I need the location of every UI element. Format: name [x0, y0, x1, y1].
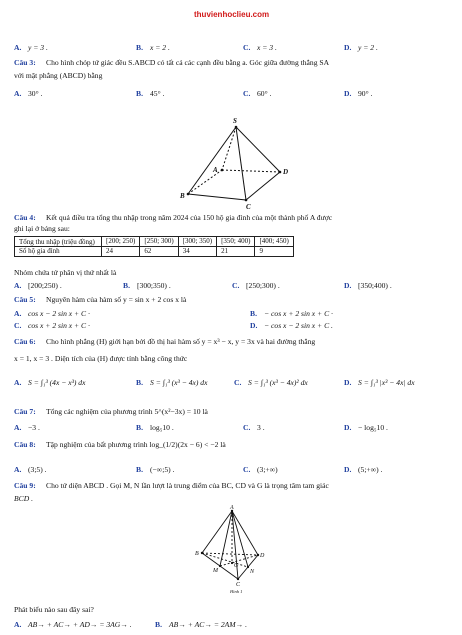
option-label: C. [243, 43, 251, 52]
table-cell: 62 [140, 247, 178, 257]
table-cell: [400; 450) [255, 237, 293, 247]
question-text: ghi lại ở bảng sau: [14, 224, 70, 233]
table-cell: Số hộ gia đình [15, 247, 102, 257]
label-b: B [195, 551, 199, 557]
option-text: [350;400) . [358, 281, 392, 290]
label-d: D [260, 553, 265, 559]
question-number: Câu 3: [14, 58, 36, 67]
option-label: A. [14, 309, 22, 318]
option-text: y = 3 . [28, 43, 48, 52]
option-label: C. [234, 378, 242, 387]
question-text: Cho hình chóp tứ giác đều S.ABCD có tất cả các cạnh đều bằng a. Góc giữa đường thẳng SA [46, 58, 330, 67]
question-number: Câu 7: [14, 407, 36, 416]
label-b: B [180, 192, 185, 200]
option-text: (5;+∞) . [358, 465, 383, 474]
option-label: A. [14, 465, 22, 474]
option-text: S = ∫₁³ (x³ − 4x) dx [150, 378, 208, 387]
option-text: S = ∫₁³ |x³ − 4x| dx [358, 378, 415, 387]
table-cell: 9 [255, 247, 293, 257]
question-number: Câu 9: [14, 481, 36, 490]
option-label: B. [136, 423, 143, 432]
pyramid-figure [168, 116, 308, 211]
table-cell: [300; 350) [178, 237, 216, 247]
option-label: D. [250, 321, 258, 330]
option-label: B. [136, 43, 143, 52]
option-label: A. [14, 378, 22, 387]
option-text: y = 2 . [358, 43, 378, 52]
label-a: A [230, 505, 234, 511]
table-cell: [250; 300) [140, 237, 178, 247]
table-cell: 34 [178, 247, 216, 257]
option-label: D. [344, 423, 352, 432]
option-text: − cos x − 2 sin x + C . [264, 321, 333, 330]
option-label: C. [243, 423, 251, 432]
table-cell: [350; 400) [217, 237, 255, 247]
option-text: AB→ + AC→ = 2AM→ . [169, 620, 248, 629]
option-label: A. [14, 620, 22, 629]
table-cell: [200; 250) [102, 237, 140, 247]
question-text: Cho tứ diện ABCD . Gọi M, N lần lượt là trung điểm của BC, CD và G là trọng tâm tam giác [46, 481, 329, 490]
option-text: log₅10 . [150, 423, 174, 432]
option-label: D. [344, 43, 352, 52]
option-text: [300;350) . [137, 281, 171, 290]
table-cell: Tổng thu nhập (triệu đồng) [15, 237, 102, 247]
question-text: Cho hình phẳng (H) giới hạn bởi đồ thị hai hàm số y = x³ − x, y = 3x và hai đường thẳng [46, 337, 316, 346]
option-text: 60° . [257, 89, 272, 98]
table-cell: 24 [102, 247, 140, 257]
option-label: A. [14, 281, 22, 290]
question-number: Câu 5: [14, 295, 36, 304]
income-table [14, 236, 294, 257]
site-header[interactable]: thuvienhoclieu.com [194, 10, 270, 19]
question-text: BCD . [14, 494, 33, 503]
label-d: D [283, 168, 289, 176]
label-a: A [213, 166, 218, 174]
option-text: [250;300) . [246, 281, 280, 290]
option-label: D. [344, 465, 352, 474]
option-label: B. [155, 620, 162, 629]
option-text: −3 . [28, 423, 40, 432]
question-number: Câu 6: [14, 337, 36, 346]
option-label: B. [136, 465, 143, 474]
option-label: C. [232, 281, 240, 290]
question-text: Tổng các nghiệm của phương trình 5^(x²−3x) = 10 là [46, 407, 208, 416]
question-text: Tập nghiệm của bất phương trình log_(1/2)(2x − 6) < −2 là [46, 440, 226, 449]
option-text: − cos x + 2 sin x + C · [264, 309, 333, 318]
option-text: S = ∫₁³ (4x − x³) dx [28, 378, 86, 387]
figure-caption: Hình 1 [230, 589, 243, 594]
label-g: G [234, 563, 239, 569]
question-text: x = 1, x = 3 . Diện tích của (H) được tính bằng công thức [14, 354, 188, 363]
table-row [15, 247, 294, 257]
option-label: A. [14, 43, 22, 52]
option-text: [200;250) . [28, 281, 62, 290]
option-label: A. [14, 423, 22, 432]
question-prompt: Nhóm chứa tứ phân vị thứ nhất là [14, 268, 117, 277]
label-m: M [213, 568, 218, 574]
option-label: B. [250, 309, 257, 318]
question-prompt: Phát biểu nào sau đây sai? [14, 605, 94, 614]
option-text: cos x − 2 sin x + C · [28, 309, 90, 318]
option-text: S = ∫₁³ (x³ − 4x)² dx [248, 378, 308, 387]
option-label: B. [123, 281, 130, 290]
question-text: Nguyên hàm của hàm số y = sin x + 2 cos x là [46, 295, 187, 304]
option-text: − log₅10 . [358, 423, 388, 432]
table-cell: 21 [217, 247, 255, 257]
tetrahedron-figure [190, 503, 280, 595]
option-text: 45° . [150, 89, 165, 98]
option-text: x = 2 . [150, 43, 170, 52]
option-text: (3;5) . [28, 465, 47, 474]
label-s: S [233, 117, 237, 125]
label-c: C [246, 203, 251, 211]
option-label: C. [14, 321, 22, 330]
question-number: Câu 8: [14, 440, 36, 449]
table-row [15, 237, 294, 247]
option-label: C. [243, 89, 251, 98]
option-text: x = 3 . [257, 43, 277, 52]
option-text: 90° . [358, 89, 373, 98]
option-text: 30° . [28, 89, 43, 98]
option-label: D. [344, 89, 352, 98]
option-label: B. [136, 89, 143, 98]
question-text: Kết quả điều tra tổng thu nhập trong năm 2024 của 150 hộ gia đình của một thành phố A được [46, 213, 333, 222]
option-text: (−∞;5) . [150, 465, 175, 474]
question-text: với mặt phẳng (ABCD) bằng [14, 71, 103, 80]
option-text: 3 . [257, 423, 265, 432]
option-label: D. [344, 378, 352, 387]
option-label: B. [136, 378, 143, 387]
label-n: N [250, 569, 255, 575]
option-label: D. [344, 281, 352, 290]
option-text: (3;+∞) [257, 465, 278, 474]
option-text: cos x + 2 sin x + C · [28, 321, 90, 330]
option-text: AB→ + AC→ + AD→ = 3AG→ . [28, 620, 132, 629]
question-number: Câu 4: [14, 213, 36, 222]
option-label: A. [14, 89, 22, 98]
option-label: C. [243, 465, 251, 474]
label-c: C [236, 582, 241, 588]
